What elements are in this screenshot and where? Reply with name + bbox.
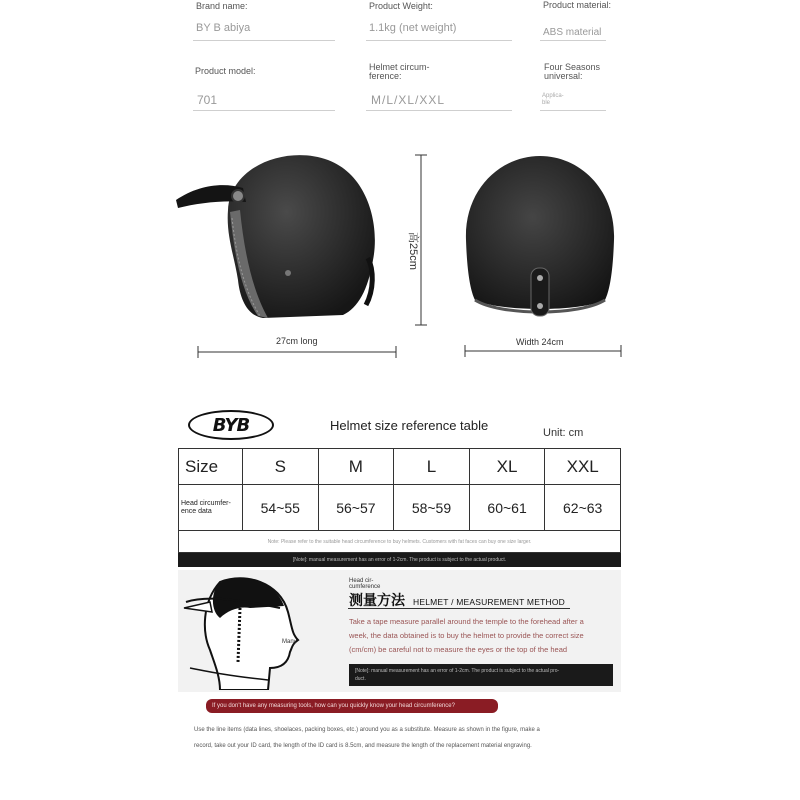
size-cell: XXL <box>545 449 621 485</box>
measurement-note-bar: [Note]: manual measurement has an error of 1-2cm. The product is subject to the actual product. <box>178 553 621 567</box>
model-value: 701 <box>197 93 218 107</box>
head-measure-illustration <box>180 572 300 690</box>
size-cell: M <box>318 449 394 485</box>
tip-text: Use the line items (data lines, shoelaces, packing boxes, etc.) around you as a substitute. Measure as shown in the figure, make a record, take out your ID card, the length of the ID card is 8.5cm, and measure the length of the replacement material engraving. <box>194 727 540 749</box>
material-value: ABS material <box>543 27 602 38</box>
material-label: Product material: <box>543 0 612 10</box>
measurement-title-en: HELMET / MEASUREMENT METHOD <box>413 597 565 607</box>
measurement-note-box: [Note]: manual measurement has an error of 1-2cm. The product is subject to the actual pro- duct. <box>349 664 613 686</box>
size-cell: L <box>394 449 470 485</box>
season-label: Four Seasons universal: <box>544 62 601 81</box>
range-cell: 54~55 <box>243 485 319 531</box>
length-label: 27cm long <box>276 336 318 346</box>
model-label: Product model: <box>195 66 256 76</box>
head-circumference-label: Head cir- cumference <box>349 578 381 590</box>
dimension-lines <box>0 0 800 370</box>
brand-label: Brand name: <box>196 1 248 11</box>
size-table-title: Helmet size reference table <box>330 418 489 433</box>
range-cell: 60~61 <box>469 485 545 531</box>
height-label: 高25cm <box>407 232 419 270</box>
size-note: Note: Please refer to the suitable head circumference to buy helmets. Customers with fat faces can buy one size larger. <box>179 531 621 553</box>
weight-label: Product Weight: <box>369 1 433 11</box>
circumference-value: M/L/XL/XXL <box>371 93 446 107</box>
unit-label: Unit: cm <box>543 427 584 439</box>
note-row <box>179 531 621 553</box>
brand-logo: BYB <box>188 410 274 440</box>
range-cell: 58~59 <box>394 485 470 531</box>
size-table <box>178 448 621 553</box>
size-header-row <box>179 449 621 485</box>
range-cell: 56~57 <box>318 485 394 531</box>
size-header-cell: Size <box>179 449 243 485</box>
circumference-label: Helmet circum- ference: <box>369 62 430 81</box>
weight-value: 1.1kg (net weight) <box>369 22 457 34</box>
title-underline <box>348 608 570 609</box>
tip-pill: If you don't have any measuring tools, how can you quickly know your head circumference? <box>206 699 498 713</box>
measurement-title-cn: 测量方法 <box>349 592 405 608</box>
size-cell: XL <box>469 449 545 485</box>
figure-label: Many <box>282 639 297 645</box>
range-cell: 62~63 <box>545 485 621 531</box>
circumference-row <box>179 485 621 531</box>
season-value: Applica- ble <box>542 93 564 106</box>
circumference-header-cell: Head circumfer- ence data <box>179 485 243 531</box>
measurement-instructions: Take a tape measure parallel around the temple to the forehead after a week, the data obtained is to buy the helmet to provide the correct size (cm/cm) be careful not to measure the eyes or the top of the head <box>349 617 584 654</box>
width-label: Width 24cm <box>516 337 564 347</box>
size-cell: S <box>243 449 319 485</box>
brand-value: BY B abiya <box>196 22 251 34</box>
